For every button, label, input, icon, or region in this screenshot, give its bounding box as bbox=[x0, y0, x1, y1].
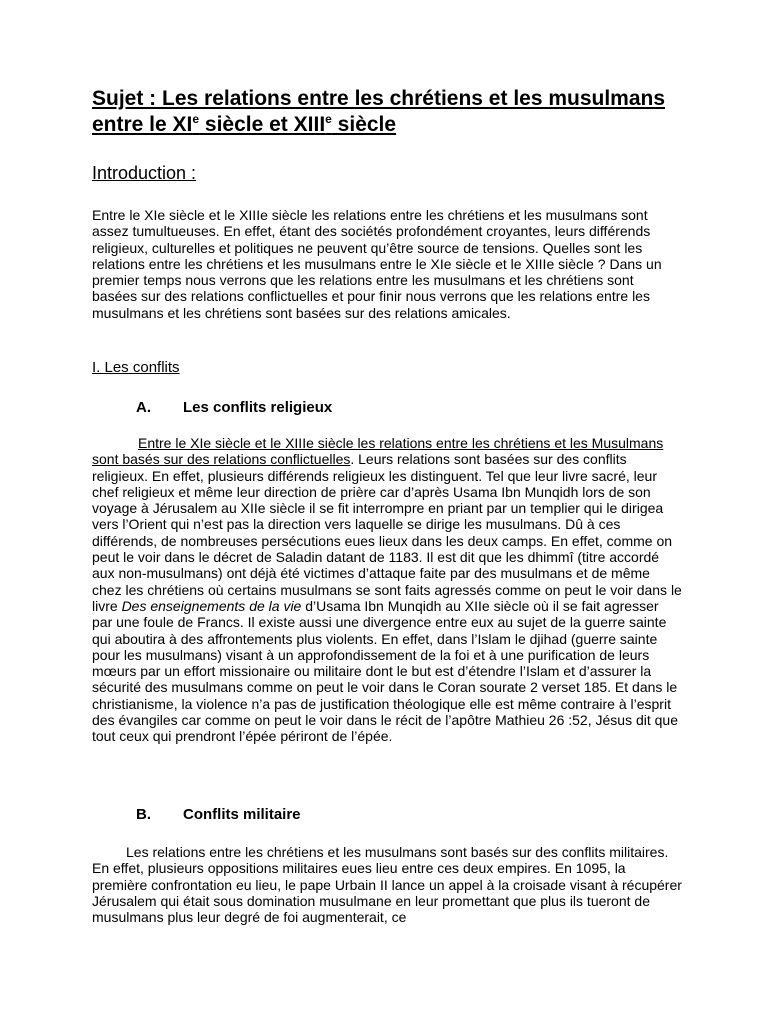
subsection-a-title: Les conflits religieux bbox=[183, 399, 333, 416]
subsection-b-title: Conflits militaire bbox=[183, 806, 301, 823]
title-part-3: siècle bbox=[331, 113, 397, 136]
document-title bbox=[92, 86, 692, 138]
title-part-1: Sujet : Les relations entre les chrétiens et les musulmans entre le XI bbox=[92, 87, 666, 136]
subsection-b-paragraph bbox=[92, 844, 682, 925]
section-heading-conflits: I. Les conflits bbox=[92, 359, 180, 376]
title-superscript-1: e bbox=[192, 112, 200, 126]
underlined-thesis-sentence: Entre le XIe siècle et le XIIIe siècle les relations entre les chrétiens et les Musulmans sont basés sur des relations conflictuelles bbox=[92, 435, 664, 468]
paragraph-text: Les relations entre les chrétiens et les musulmans sont basés sur des conflits militaires. En effet, plusieurs oppositions militaires eues lieu entre ces deux empires. En 1095, la première confrontation eu lieu, le pape Urbain II lance un appel à la croisade visant à récupérer Jérusalem qui était sous domination musulmane en leur promettant que plus ils tueront de musulmans plus leur degré de foi augmenterait, ce bbox=[92, 844, 682, 926]
introduction-heading: Introduction : bbox=[92, 163, 197, 183]
subsection-a-paragraph bbox=[92, 435, 682, 745]
title-superscript-2: e bbox=[325, 112, 332, 126]
title-part-2: siècle et XIII bbox=[199, 113, 326, 136]
subsection-b-letter: B. bbox=[136, 806, 151, 823]
paragraph-text-part-2: d’Usama Ibn Munqidh au XIIe siècle où il se fait agresser par une foule de Francs. Il existe aussi une divergence entre eux au sujet de la guerre sainte qui aboutira à des affrontements plus violents. En effet, dans l’Islam le djihad (guerre sainte pour les musulmans) visant à un approfondissement de la foi et à une purification de leurs mœurs par un effort missionaire ou militaire dont le but est d’étendre l’Islam et d’assurer la sécurité des musulmans comme on peut le voir dans le Coran sourate 2 verset 185. Et dans le christianisme, la violence n’a pas de justification théologique elle est même contraire à l’esprit des évangiles car comme on peut le voir dans le récit de l’apôtre Mathieu 26 :52, Jésus dit que tout ceux qui prendront l’épée périront de l’épée. bbox=[92, 597, 678, 745]
paragraph-text-part-1: . Leurs relations sont basées sur des conflits religieux. En effet, plusieurs différends religieux les distinguent. Tel que leur livre sacré, leur chef religieux et même leur direction de prière car d’après Usama Ibn Munqidh lors de son voyage à Jérusalem au XIIe siècle il se fit interrompre en priant par un templier qui le dirigea vers l’Orient qui n’est pas la direction vers laquelle se dirige les musulmans. Dû à ces différends, de nombreuses persécutions eues lieux dans les deux camps. En effet, comme on peut le voir dans le décret de Saladin datant de 1183. Il est dit que les dhimmî (titre accordé aux non-musulmans) ont déjà été victimes d’attaque faite par des musulmans et de même chez les chrétiens où certains musulmans se sont faits agressés comme on peut le voir dans le livre bbox=[92, 451, 682, 614]
subsection-a-letter: A. bbox=[136, 399, 151, 416]
book-title-italic: Des enseignements de la vie bbox=[121, 597, 302, 614]
introduction-paragraph: Entre le XIe siècle et le XIIIe siècle les relations entre les chrétiens et les musulmans sont assez tumultueuses. En effet, étant des sociétés profondément croyantes, leurs différends religieux, culturelles et politiques ne peuvent qu’être source de tensions. Quelles sont les relations entre les chrétiens et les musulmans entre le XIe siècle et le XIIIe siècle ? Dans un premier temps nous verrons que les relations entre les musulmans et les chrétiens sont basées sur des relations conflictuelles et pour finir nous verrons que les relations entre les musulmans et les chrétiens sont basées sur des relations amicales. bbox=[92, 207, 662, 321]
